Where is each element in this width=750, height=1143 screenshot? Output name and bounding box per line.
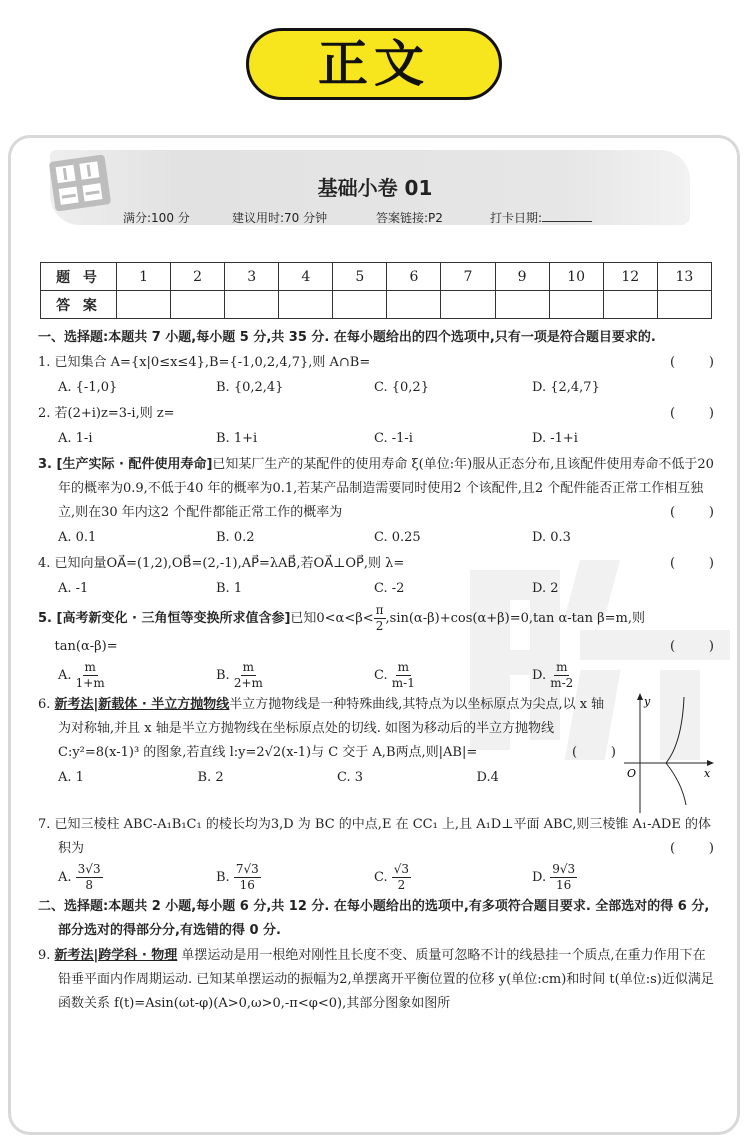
option-C[interactable]: C. 0.25 [374, 530, 421, 545]
answer-cell[interactable] [171, 291, 225, 319]
option-D[interactable]: D.4 [476, 770, 499, 785]
section2-instructions [38, 895, 714, 943]
q6-stem: 半立方抛物线是一种特殊曲线,其特点为以坐标原点 [229, 697, 520, 712]
numerator: 3√3 [77, 862, 101, 876]
question-number-cell: 2 [171, 263, 225, 291]
option-A[interactable]: A. 1 [58, 770, 84, 785]
section2-line2: 的得 6 分,部分选对的得部分分,有选错的得 0 分. [58, 899, 710, 938]
numerator: m [556, 660, 568, 674]
fraction [550, 862, 577, 893]
q3-stem: 已知某厂生产的某配件的使用寿命 ξ(单位:年)服从正态分布,且该配件 [212, 457, 607, 472]
option-A[interactable] [58, 862, 216, 893]
question-number-cell: 3 [225, 263, 279, 291]
left-paren: ( [670, 406, 676, 421]
right-paren: ) [708, 639, 714, 654]
right-paren: ) [708, 355, 714, 370]
fraction [374, 603, 386, 634]
question-number-cell: 1 [117, 263, 171, 291]
fraction [550, 660, 573, 691]
left-paren: ( [670, 355, 676, 370]
question-number-cell: 7 [441, 263, 495, 291]
checkin-date-field[interactable] [542, 210, 592, 222]
denominator: m-1 [391, 676, 415, 690]
right-paren: ) [708, 505, 714, 520]
numerator: m [397, 660, 409, 674]
options-row [38, 376, 714, 400]
option-A[interactable]: A. 1-i [58, 431, 93, 446]
right-paren: ) [708, 841, 714, 856]
option-C[interactable] [374, 660, 532, 691]
answer-link: 答案链接:P2 [376, 211, 443, 225]
options-row [38, 577, 714, 601]
answer-cell[interactable] [549, 291, 603, 319]
option-label: A. [58, 668, 72, 683]
suggested-time: 建议用时:70 分钟 [232, 211, 328, 225]
answer-table [40, 262, 712, 319]
answer-parentheses[interactable] [670, 635, 714, 659]
question-number-cell: 9 [495, 263, 549, 291]
option-label: D. [532, 870, 547, 885]
question-number-cell: 13 [657, 263, 711, 291]
q3-tag: 3. [生产实际 · 配件使用寿命] [38, 457, 213, 472]
answer-cell[interactable] [333, 291, 387, 319]
options-row [38, 427, 714, 451]
left-paren: ( [670, 841, 676, 856]
denominator: 2 [375, 619, 384, 633]
option-label: A. [58, 870, 72, 885]
option-D[interactable]: D. 0.3 [532, 530, 571, 545]
option-A[interactable]: A. 0.1 [58, 530, 97, 545]
fraction [234, 660, 263, 691]
fraction [234, 862, 261, 893]
semicubical-parabola-graph [624, 693, 714, 813]
q5-stem: ,sin(α-β)+cos(α+β)=0,tan α-tan β=m,则 [385, 611, 645, 626]
question-4 [38, 552, 714, 576]
answer-cell[interactable] [441, 291, 495, 319]
question-7 [38, 813, 714, 861]
option-B[interactable] [216, 862, 374, 893]
options-row [38, 862, 714, 893]
fraction [76, 862, 103, 893]
answer-parentheses[interactable] [670, 351, 714, 375]
checkin-label: 打卡日期: [490, 211, 543, 225]
option-B[interactable]: B. 2 [197, 770, 224, 785]
numerator: m [84, 660, 96, 674]
option-D[interactable]: D. -1+i [532, 431, 578, 446]
left-paren: ( [670, 505, 676, 520]
answer-cell[interactable] [603, 291, 657, 319]
denominator: 1+m [75, 676, 105, 690]
answer-parentheses[interactable] [670, 552, 714, 576]
question-3 [38, 453, 714, 525]
option-C[interactable]: C. -2 [374, 581, 405, 596]
option-B[interactable]: B. 0.2 [216, 530, 255, 545]
option-A[interactable]: A. -1 [58, 581, 89, 596]
denominator: 2 [397, 878, 406, 892]
right-paren: ) [708, 406, 714, 421]
q3-stem: 使用寿命不低于20 年的概率为0.9,不低于40 年的概率为0.1,若某产品制造需要同时使用2 个该配 [58, 457, 714, 496]
answer-cell[interactable] [387, 291, 441, 319]
q9-stem: 单摆运动是用一根绝对刚性且长度不变、质量可忽略不计的线悬挂一个质点,在 [177, 948, 628, 963]
section1-line2: 求的. [624, 330, 656, 345]
right-paren: ) [708, 556, 714, 571]
denominator: 8 [85, 878, 93, 892]
q6-stem: 动后的半立方抛物线 C:y²=8(x-1)³ 的图象,若直线 l:y=2√2(x-1)与 C 交于 A,B [58, 721, 555, 760]
question-number-cell: 10 [549, 263, 603, 291]
fraction [392, 862, 411, 893]
option-D[interactable] [532, 660, 690, 691]
q9-stem: cm)和时间 t(单位:s)近似满足函数关系 f(t)=Asin(ωt-φ)(A>0,ω>0,-π<φ<0),其部分图象如图所 [58, 972, 714, 1011]
answer-parentheses[interactable] [670, 402, 714, 426]
q6-tag: 新考法|新载体 · 半立方抛物线 [54, 697, 230, 712]
question-5 [38, 603, 714, 634]
answer-parentheses[interactable] [670, 501, 714, 525]
question-5-cont [38, 635, 714, 659]
fraction [76, 660, 105, 691]
section1-line1: 一、选择题:本题共 7 小题,每小题 5 分,共 35 分. 在每小题给出的四个选项中,只有一项是符合题目要 [38, 330, 625, 345]
option-label: D. [532, 668, 547, 683]
q9-stem: 重力作用下在铅垂平面内作周期运动. 已知某单摆运动的振幅为2,单摆离开平衡位置的位移 y(单位: [58, 948, 706, 987]
option-label: B. [216, 668, 230, 683]
answer-cell[interactable] [225, 291, 279, 319]
answer-cell[interactable] [117, 291, 171, 319]
q5-stem: tan(α-β)= [54, 639, 118, 654]
option-D[interactable]: D. {2,4,7} [532, 380, 600, 395]
question-number-cell: 4 [279, 263, 333, 291]
options-row [38, 526, 714, 550]
option-B[interactable]: B. 1+i [216, 431, 258, 446]
section-header-pill: 正文 [246, 28, 502, 100]
answer-cell[interactable] [495, 291, 549, 319]
denominator: m-2 [550, 676, 574, 690]
q6-stem: 两点,则|AB|= [395, 745, 478, 760]
q5-stem: 已知0<α<β< [290, 611, 374, 626]
question-number-cell: 6 [387, 263, 441, 291]
row-label: 题 号 [41, 263, 117, 291]
question-area [38, 326, 714, 1017]
section1-instructions [38, 326, 714, 350]
numerator: m [242, 660, 255, 674]
answer-cell[interactable] [279, 291, 333, 319]
numerator: 7√3 [235, 862, 259, 876]
q6-number: 6. [38, 697, 51, 712]
q5-tag: 5. [高考新变化 · 三角恒等变换所求值含参] [38, 611, 291, 626]
option-label: B. [216, 870, 230, 885]
section2-line1: 二、选择题:本题共 2 小题,每小题 6 分,共 12 分. 在每小题给出的选项中,有多项符合题目要求. 全部选对 [38, 899, 648, 914]
left-paren: ( [670, 639, 676, 654]
right-paren: ) [610, 745, 616, 760]
option-C[interactable]: C. -1-i [374, 431, 413, 446]
question-1 [38, 351, 714, 375]
graph-y-label: y [644, 695, 651, 708]
denominator: 16 [239, 878, 255, 892]
q6-stem: 为尖点,以 x 轴为对称轴,并且 x 轴是半立方抛物线在坐标原点处的切线. 如图为移 [58, 697, 605, 736]
question-2 [38, 402, 714, 426]
option-D[interactable] [532, 862, 690, 893]
graph-x-label: x [704, 767, 711, 780]
q2-stem: 2. 若(2+i)z=3-i,则 z= [38, 406, 175, 421]
q9-number: 9. [38, 948, 51, 963]
denominator: 16 [556, 878, 572, 892]
option-C[interactable] [374, 862, 532, 893]
q4-stem: 4. 已知向量OA⃗=(1,2),OB⃗=(2,-1),AP⃗=λAB⃗,若OA⃗⊥OP⃗,则 λ= [38, 556, 405, 571]
options-row [38, 660, 714, 691]
graph-origin-label: O [627, 767, 637, 780]
denominator: 2+m [233, 676, 263, 690]
answer-cell[interactable] [657, 291, 711, 319]
q3-stem: 件,且2 个配件能否正常工作相互独立,则在30 年内这2 个配件都能正常工作的概率为 [58, 481, 704, 520]
full-score: 满分:100 分 [123, 211, 190, 225]
numerator: π [375, 603, 384, 617]
q7-stem: ADE 的体积为 [58, 817, 711, 856]
paper-title: 基础小卷 01 [317, 176, 433, 200]
option-B[interactable]: B. {0,2,4} [216, 380, 284, 395]
option-label: C. [374, 668, 388, 683]
option-label: C. [374, 870, 388, 885]
left-paren: ( [670, 556, 676, 571]
numerator: 9√3 [552, 862, 576, 876]
left-paren: ( [572, 745, 578, 760]
option-C[interactable]: C. {0,2} [374, 380, 429, 395]
row-label: 答 案 [41, 291, 117, 319]
fraction [392, 660, 415, 691]
question-number-cell: 5 [333, 263, 387, 291]
question-9 [38, 944, 714, 1016]
option-A[interactable] [58, 660, 216, 691]
answer-parentheses[interactable] [572, 741, 616, 765]
q1-stem: 1. 已知集合 A={x|0≤x≤4},B={-1,0,2,4,7},则 A∩B= [38, 355, 371, 370]
question-number-cell: 12 [603, 263, 657, 291]
answer-parentheses[interactable] [670, 837, 714, 861]
numerator: √3 [393, 862, 410, 876]
options-row [38, 766, 616, 790]
q7-stem: 7. 已知三棱柱 ABC-A₁B₁C₁ 的棱长均为3,D 为 BC 的中点,E 在 CC₁ 上,且 A₁D⊥平面 ABC,则三棱锥 A₁- [38, 817, 652, 832]
option-D[interactable]: D. 2 [532, 581, 559, 596]
option-B[interactable]: B. 1 [216, 581, 243, 596]
q9-tag: 新考法|跨学科 · 物理 [54, 948, 178, 963]
option-B[interactable] [216, 660, 374, 691]
option-C[interactable]: C. 3 [337, 770, 364, 785]
option-A[interactable]: A. {-1,0} [58, 380, 118, 395]
